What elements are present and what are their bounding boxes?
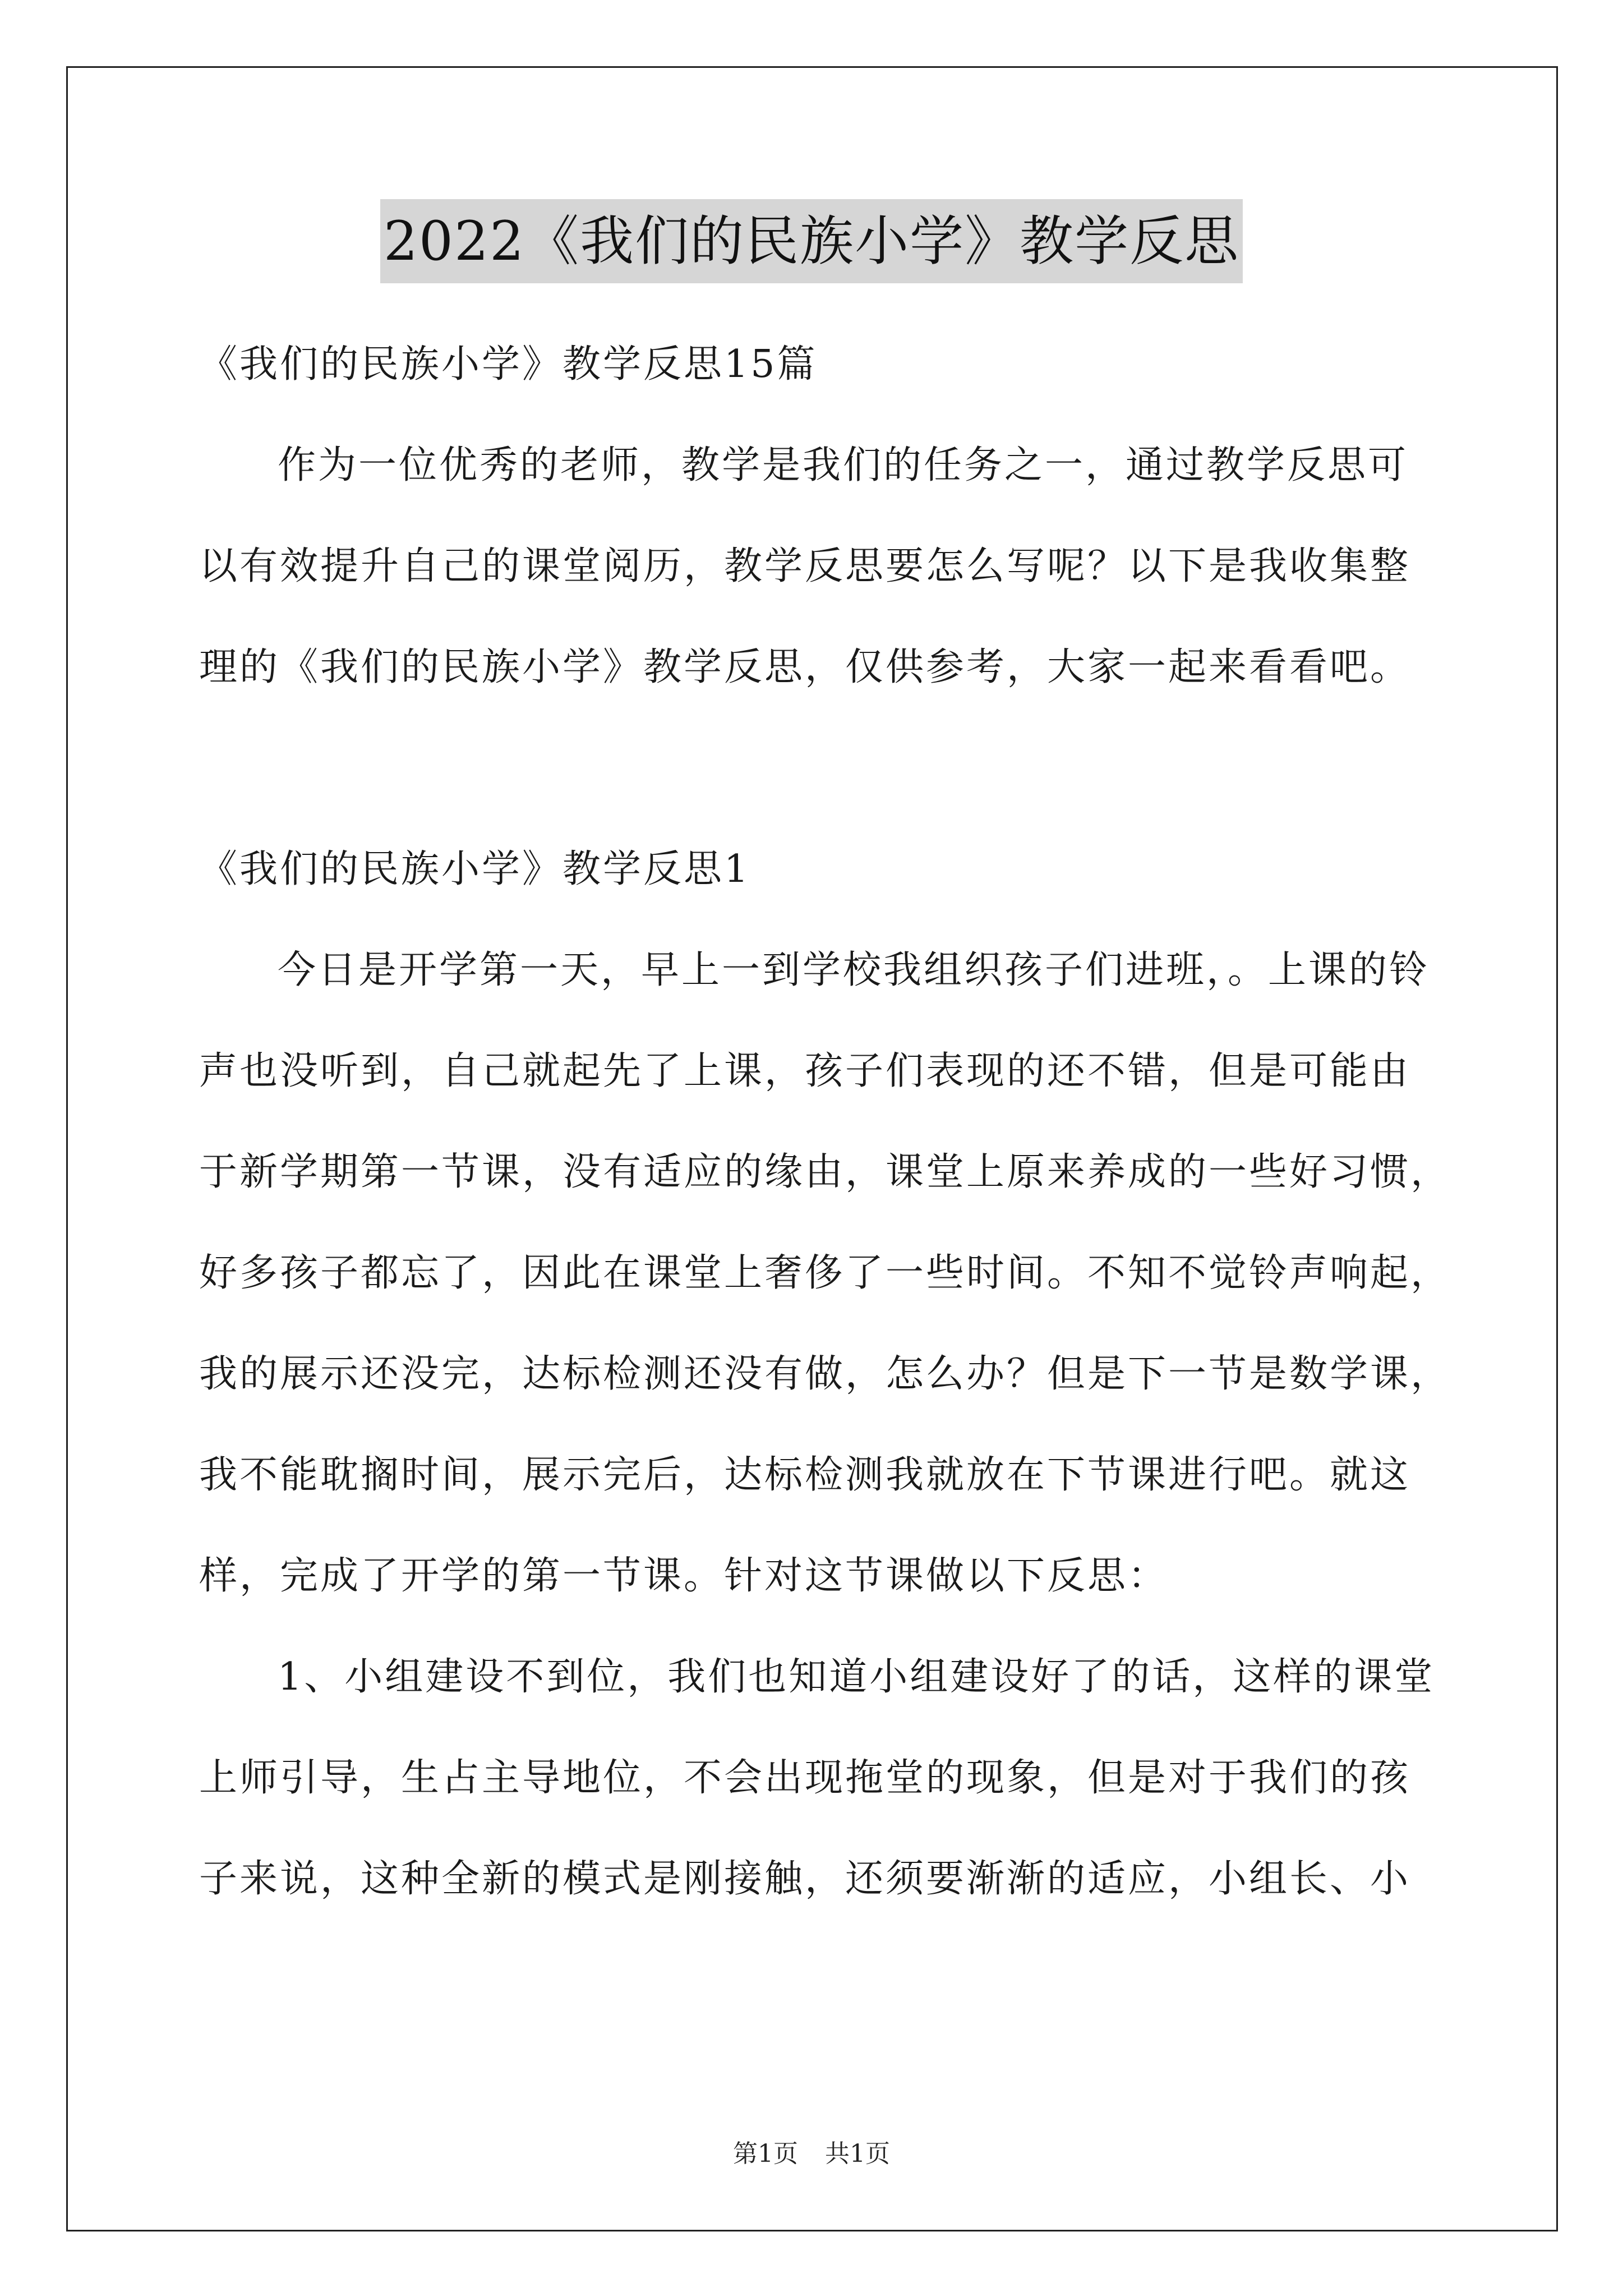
document-body (199, 314, 1451, 1930)
intro-line: 理的《我们的民族小学》教学反思，仅供参考，大家一起来看看吧。 (199, 645, 1411, 689)
page-total: 共1页 (825, 2139, 890, 2168)
paragraph-line: 今日是开学第一天，早上一到学校我组织孩子们进班，。上课的铃 (278, 948, 1430, 992)
paragraph-line: 好多孩子都忘了，因此在课堂上奢侈了一些时间。不知不觉铃声响起， (199, 1251, 1451, 1295)
paragraph-line: 子来说，这种全新的模式是刚接触，还须要渐渐的适应，小组长、小 (199, 1857, 1411, 1901)
section-heading: 《我们的民族小学》教学反思1 (199, 847, 751, 891)
title-container (0, 199, 1623, 283)
section-spacer (199, 718, 1433, 819)
paragraph-line: 样，完成了开学的第一节课。针对这节课做以下反思： (199, 1554, 1169, 1598)
paragraph-line: 声也没听到，自己就起先了上课，孩子们表现的还不错，但是可能由 (199, 1049, 1411, 1093)
paragraph-line: 我不能耽搁时间，展示完后，达标检测我就放在下节课进行吧。就这 (199, 1453, 1411, 1497)
document-subtitle: 《我们的民族小学》教学反思15篇 (199, 342, 818, 386)
paragraph-line: 于新学期第一节课，没有适应的缘由，课堂上原来养成的一些好习惯， (199, 1150, 1451, 1194)
paragraph-line: 1、小组建设不到位，我们也知道小组建设好了的话，这样的课堂 (278, 1655, 1435, 1699)
paragraph-line: 上师引导，生占主导地位，不会出现拖堂的现象，但是对于我们的孩 (199, 1756, 1411, 1800)
intro-line: 以有效提升自己的课堂阅历，教学反思要怎么写呢？以下是我收集整 (199, 544, 1411, 588)
paragraph-line: 我的展示还没完，达标检测还没有做，怎么办？但是下一节是数学课， (199, 1352, 1451, 1396)
intro-line: 作为一位优秀的老师，教学是我们的任务之一，通过教学反思可 (278, 443, 1409, 487)
page-footer (0, 2137, 1623, 2171)
document-title: 2022《我们的民族小学》教学反思 (380, 199, 1243, 283)
page-number: 第1页 (733, 2139, 798, 2168)
